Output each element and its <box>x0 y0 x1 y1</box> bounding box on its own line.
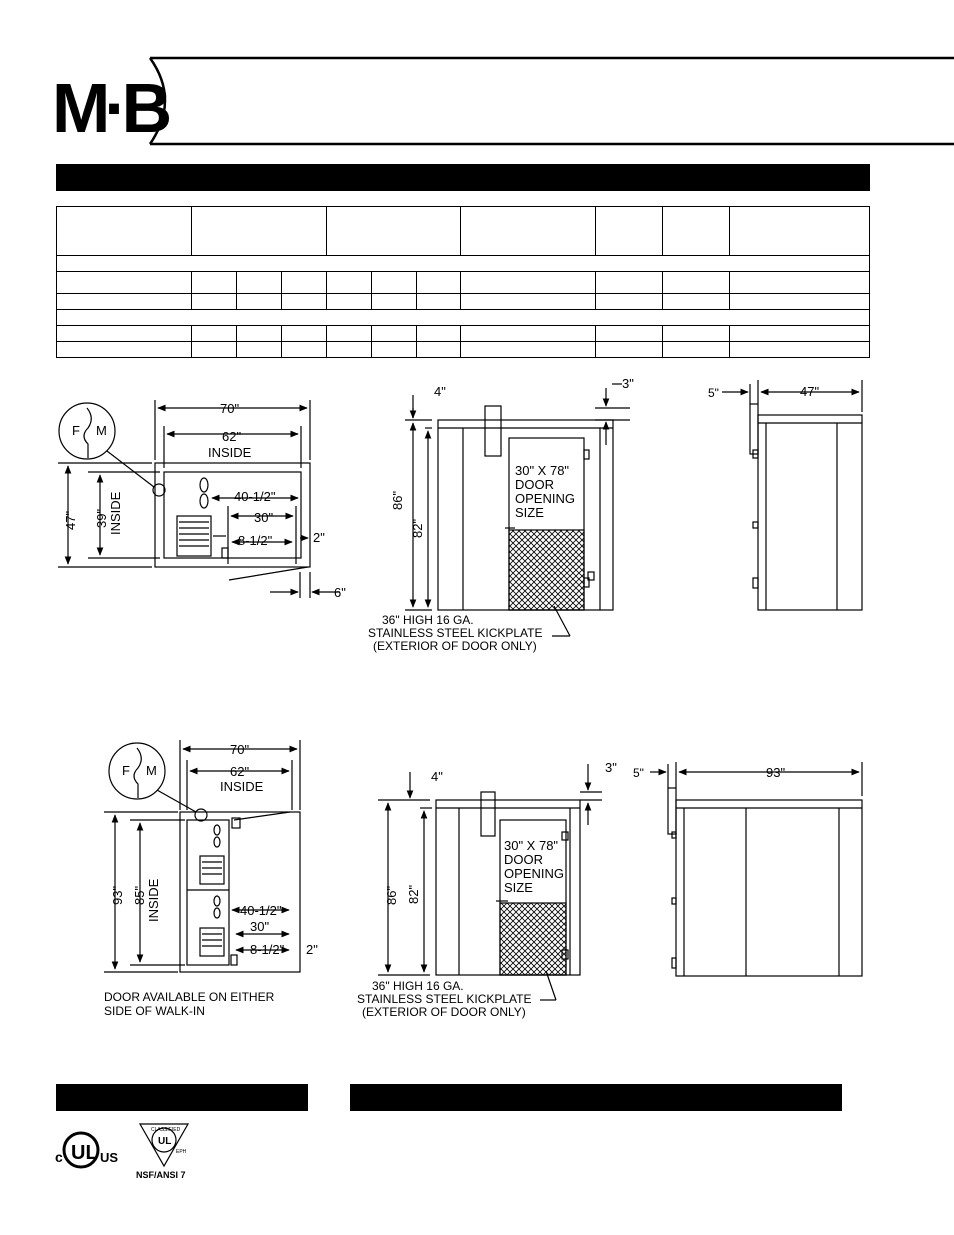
svg-text:UL: UL <box>71 1142 98 1164</box>
side-elevation-2 <box>650 762 862 976</box>
notes-bar <box>350 1084 842 1111</box>
certification-logos <box>50 1120 210 1184</box>
svg-text:40-1/2": 40-1/2" <box>240 903 282 918</box>
svg-text:30" X 78": 30" X 78" <box>504 838 559 853</box>
svg-text:40-1/2": 40-1/2" <box>234 489 276 504</box>
svg-text:M: M <box>96 423 107 438</box>
svg-text:DOOR: DOOR <box>504 852 543 867</box>
plan-view-1-labels <box>63 401 346 600</box>
svg-text:86": 86" <box>390 490 405 510</box>
svg-text:8-1/2": 8-1/2" <box>238 533 273 548</box>
specs-title-bar <box>56 164 870 191</box>
svg-text:SIZE: SIZE <box>504 880 533 895</box>
svg-text:36" HIGH 16 GA.: 36" HIGH 16 GA. <box>382 613 474 627</box>
svg-text:5": 5" <box>708 386 719 400</box>
svg-text:85": 85" <box>132 885 147 905</box>
svg-text:(EXTERIOR OF DOOR ONLY): (EXTERIOR OF DOOR ONLY) <box>373 639 537 653</box>
svg-text:4": 4" <box>434 384 446 399</box>
svg-text:F: F <box>72 423 80 438</box>
spec-table <box>56 206 870 358</box>
spec-header-cell <box>327 207 461 256</box>
svg-text:82": 82" <box>406 884 421 904</box>
svg-text:47": 47" <box>800 384 820 399</box>
svg-text:STAINLESS STEEL KICKPLATE: STAINLESS STEEL KICKPLATE <box>357 992 532 1006</box>
svg-text:M: M <box>146 763 157 778</box>
svg-text:DOOR: DOOR <box>515 477 554 492</box>
side-elevation-1 <box>722 380 862 610</box>
spec-header-cell <box>596 207 663 256</box>
svg-text:93": 93" <box>110 885 125 905</box>
svg-text:4": 4" <box>431 769 443 784</box>
svg-text:30": 30" <box>254 510 274 525</box>
svg-text:82": 82" <box>410 518 425 538</box>
front-elevation-2-labels <box>357 760 617 1019</box>
svg-text:INSIDE: INSIDE <box>208 445 252 460</box>
svg-text:70": 70" <box>230 742 250 757</box>
spec-header-cell <box>461 207 596 256</box>
header-frame <box>150 58 954 144</box>
svg-text:2": 2" <box>306 942 318 957</box>
svg-text:3": 3" <box>622 376 634 391</box>
svg-text:US: US <box>100 1150 119 1165</box>
svg-text:39": 39" <box>94 508 109 528</box>
svg-text:DOOR AVAILABLE ON EITHER: DOOR AVAILABLE ON EITHER <box>104 990 275 1004</box>
svg-text:INSIDE: INSIDE <box>146 878 161 922</box>
svg-text:OPENING: OPENING <box>515 491 575 506</box>
svg-text:62": 62" <box>222 429 242 444</box>
svg-text:(EXTERIOR OF DOOR ONLY): (EXTERIOR OF DOOR ONLY) <box>362 1005 526 1019</box>
svg-text:2": 2" <box>313 530 325 545</box>
svg-text:47": 47" <box>63 510 78 530</box>
svg-text:F: F <box>122 763 130 778</box>
header <box>0 0 954 160</box>
table-row <box>57 272 870 294</box>
spec-header-cell <box>730 207 870 256</box>
table-row <box>57 326 870 342</box>
svg-text:UL: UL <box>158 1136 172 1147</box>
svg-text:8-1/2": 8-1/2" <box>250 942 285 957</box>
svg-text:5": 5" <box>633 766 644 780</box>
svg-text:CLASSIFIED: CLASSIFIED <box>151 1127 181 1133</box>
svg-text:c: c <box>55 1149 63 1165</box>
svg-text:NSF/ANSI 7: NSF/ANSI 7 <box>136 1170 186 1180</box>
svg-text:86": 86" <box>384 885 399 905</box>
mb-logo <box>52 69 170 147</box>
logo-text: M·B <box>52 69 167 147</box>
svg-text:62": 62" <box>230 764 250 779</box>
svg-text:70": 70" <box>220 401 240 416</box>
svg-text:30" X 78": 30" X 78" <box>515 463 570 478</box>
svg-text:6": 6" <box>334 585 346 600</box>
svg-text:36" HIGH 16 GA.: 36" HIGH 16 GA. <box>372 979 464 993</box>
spec-header-cell <box>663 207 730 256</box>
drawings <box>0 360 954 1060</box>
certifications-bar <box>56 1084 308 1111</box>
spec-group-row <box>57 310 870 326</box>
spec-header-cell <box>192 207 327 256</box>
table-row <box>57 294 870 310</box>
spec-header-cell <box>57 207 192 256</box>
ul-logo <box>55 1133 118 1167</box>
svg-text:SIZE: SIZE <box>515 505 544 520</box>
spec-group-row <box>57 256 870 272</box>
plan-view-2 <box>104 740 300 972</box>
svg-text:INSIDE: INSIDE <box>108 491 123 535</box>
front-elevation-2 <box>378 764 602 1000</box>
svg-text:93": 93" <box>766 765 786 780</box>
svg-text:EPH: EPH <box>176 1149 187 1155</box>
svg-text:STAINLESS STEEL KICKPLATE: STAINLESS STEEL KICKPLATE <box>368 626 543 640</box>
svg-text:3": 3" <box>605 760 617 775</box>
plan-view-2-labels <box>104 742 318 1018</box>
table-row <box>57 342 870 358</box>
nsf-logo <box>136 1124 188 1180</box>
svg-text:SIDE OF WALK-IN: SIDE OF WALK-IN <box>104 1004 205 1018</box>
svg-text:INSIDE: INSIDE <box>220 779 264 794</box>
svg-text:30": 30" <box>250 919 270 934</box>
svg-text:OPENING: OPENING <box>504 866 564 881</box>
